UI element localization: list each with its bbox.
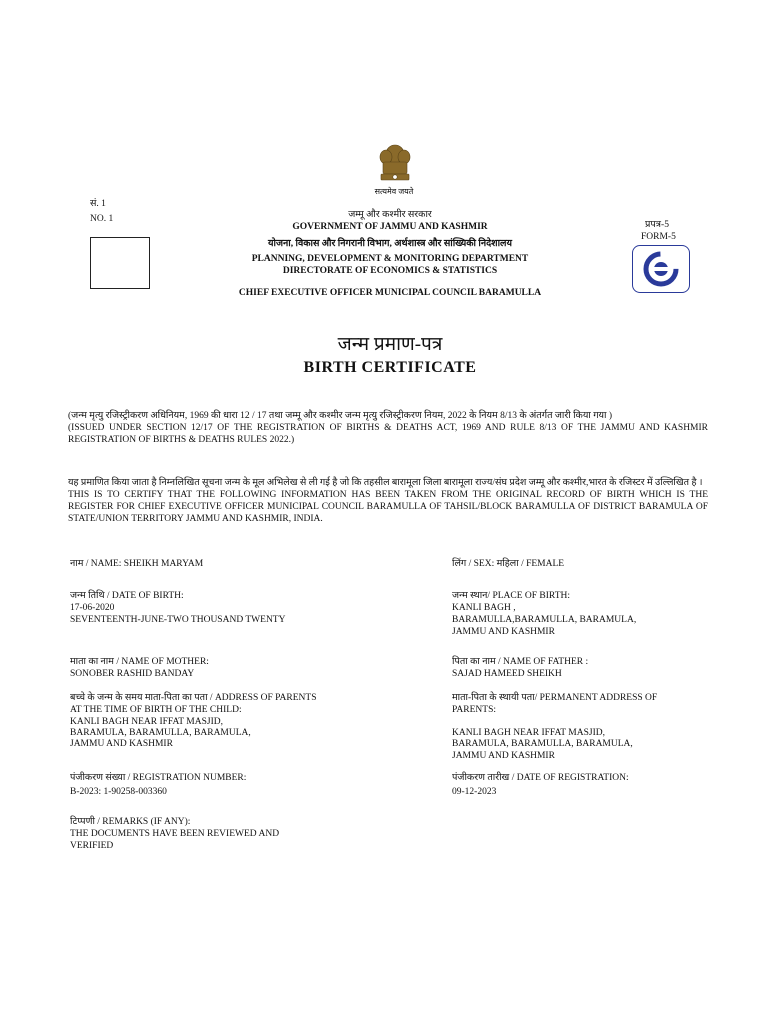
addr-label-1: बच्चे के जन्म के समय माता-पिता का पता / ADDRESS OF PARENTS xyxy=(70,693,317,703)
reg-date-label: पंजीकरण तारीख / DATE OF REGISTRATION: xyxy=(452,773,629,783)
addr-line-2: BARAMULA, BARAMULLA, BARAMULA, xyxy=(70,728,251,738)
certify-block xyxy=(68,477,708,525)
directorate-en: DIRECTORATE OF ECONOMICS & STATISTICS xyxy=(282,266,498,276)
dob-value: 17-06-2020 xyxy=(70,603,115,613)
crs-logo-icon xyxy=(632,245,690,293)
perm-line-1: KANLI BAGH NEAR IFFAT MASJID, xyxy=(452,728,605,738)
issued-under-hi: (जन्म मृत्यु रजिस्ट्रीकरण अधिनियम, 1969 की धारा 12 / 17 तथा जम्मू और कश्मीर जन्म मृत्यु रजिस्ट्रीकरण नियम, 2022 के नियम 8/13 के अंतर्गत जारी किया गया ) xyxy=(68,411,613,421)
mother-label: माता का नाम / NAME OF MOTHER: xyxy=(70,657,209,667)
perm-label-1: माता-पिता के स्थायी पता/ PERMANENT ADDRESS OF xyxy=(452,693,658,703)
gov-en: GOVERNMENT OF JAMMU AND KASHMIR xyxy=(292,222,488,232)
certify-hi: यह प्रमाणित किया जाता है निम्नलिखित सूचना जन्म के मूल अभिलेख से ली गई है जो कि तहसील बारामूला जिला बारामूला राज्य/संघ प्रदेश जम्मू और कश्मीर,भारत के रजिस्टर में उल्लिखित है । xyxy=(68,478,703,488)
document-header xyxy=(180,209,600,277)
addr-line-3: JAMMU AND KASHMIR xyxy=(70,739,173,749)
dept-en: PLANNING, DEVELOPMENT & MONITORING DEPARTMENT xyxy=(251,254,529,264)
remarks-line-1: THE DOCUMENTS HAVE BEEN REVIEWED AND xyxy=(70,829,280,839)
certify-en: THIS IS TO CERTIFY THAT THE FOLLOWING INFORMATION HAS BEEN TAKEN FROM THE ORIGINAL RECORD OF BIRTH WHICH IS THE REGISTER FOR CHIEF EXECUTIVE OFFICER MUNICIPAL COUNCIL BARAMULLA OF TAHSIL/BLOCK BARAMULLA OF DISTRICT BARAMULA OF STATE/UNION TERRITORY JAMMU AND KASHMIR, INDIA. xyxy=(68,490,708,524)
pob-line-1: KANLI BAGH , xyxy=(452,603,516,613)
perm-label-2: PARENTS: xyxy=(452,705,496,715)
issuing-authority: CHIEF EXECUTIVE OFFICER MUNICIPAL COUNCIL BARAMULLA xyxy=(238,288,542,298)
pob-line-3: JAMMU AND KASHMIR xyxy=(452,627,555,637)
dob-words: SEVENTEENTH-JUNE-TWO THOUSAND TWENTY xyxy=(70,615,286,625)
form-label-en: FORM-5 xyxy=(641,232,676,242)
dept-hi: योजना, विकास और निगरानी विभाग, अर्थशास्त्र और सांख्यिकी निदेशालय xyxy=(267,239,513,249)
emblem-motto: सत्यमेव जयते xyxy=(374,187,414,196)
father-value: SAJAD HAMEED SHEIKH xyxy=(452,669,562,679)
serial-number-hi: सं. 1 xyxy=(90,199,106,209)
addr-line-1: KANLI BAGH NEAR IFFAT MASJID, xyxy=(70,717,223,727)
pob-label: जन्म स्थान/ PLACE OF BIRTH: xyxy=(452,591,570,601)
perm-line-2: BARAMULA, BARAMULLA, BARAMULA, xyxy=(452,739,633,749)
form-label-hi: प्रपत्र-5 xyxy=(645,220,669,230)
dob-label: जन्म तिथि / DATE OF BIRTH: xyxy=(70,591,184,601)
serial-number-en: NO. 1 xyxy=(90,214,114,224)
mother-value: SONOBER RASHID BANDAY xyxy=(70,669,195,679)
child-sex: लिंग / SEX: महिला / FEMALE xyxy=(452,559,565,569)
photo-box xyxy=(90,237,150,289)
reg-number-value: B-2023: 1-90258-003360 xyxy=(70,787,167,797)
issued-under-en: (ISSUED UNDER SECTION 12/17 OF THE REGISTRATION OF BIRTHS & DEATHS ACT, 1969 AND RULE 8/13 OF THE JAMMU AND KASHMIR REGISTRATION OF BIRTHS & DEATHS RULES 2022.) xyxy=(68,423,708,445)
issued-under-block xyxy=(68,410,708,446)
remarks-line-2: VERIFIED xyxy=(70,841,114,851)
reg-number-label: पंजीकरण संख्या / REGISTRATION NUMBER: xyxy=(70,773,247,783)
pob-line-2: BARAMULLA,BARAMULLA, BARAMULA, xyxy=(452,615,637,625)
perm-line-3: JAMMU AND KASHMIR xyxy=(452,751,555,761)
reg-date-value: 09-12-2023 xyxy=(452,787,497,797)
title-hi: जन्म प्रमाण-पत्र xyxy=(337,334,443,355)
remarks-label: टिप्पणी / REMARKS (IF ANY): xyxy=(70,817,191,827)
father-label: पिता का नाम / NAME OF FATHER : xyxy=(452,657,589,667)
addr-label-2: AT THE TIME OF BIRTH OF THE CHILD: xyxy=(70,705,242,715)
title-en: BIRTH CERTIFICATE xyxy=(303,359,477,376)
child-name: नाम / NAME: SHEIKH MARYAM xyxy=(70,559,204,569)
gov-hi: जम्मू और कश्मीर सरकार xyxy=(348,210,432,220)
